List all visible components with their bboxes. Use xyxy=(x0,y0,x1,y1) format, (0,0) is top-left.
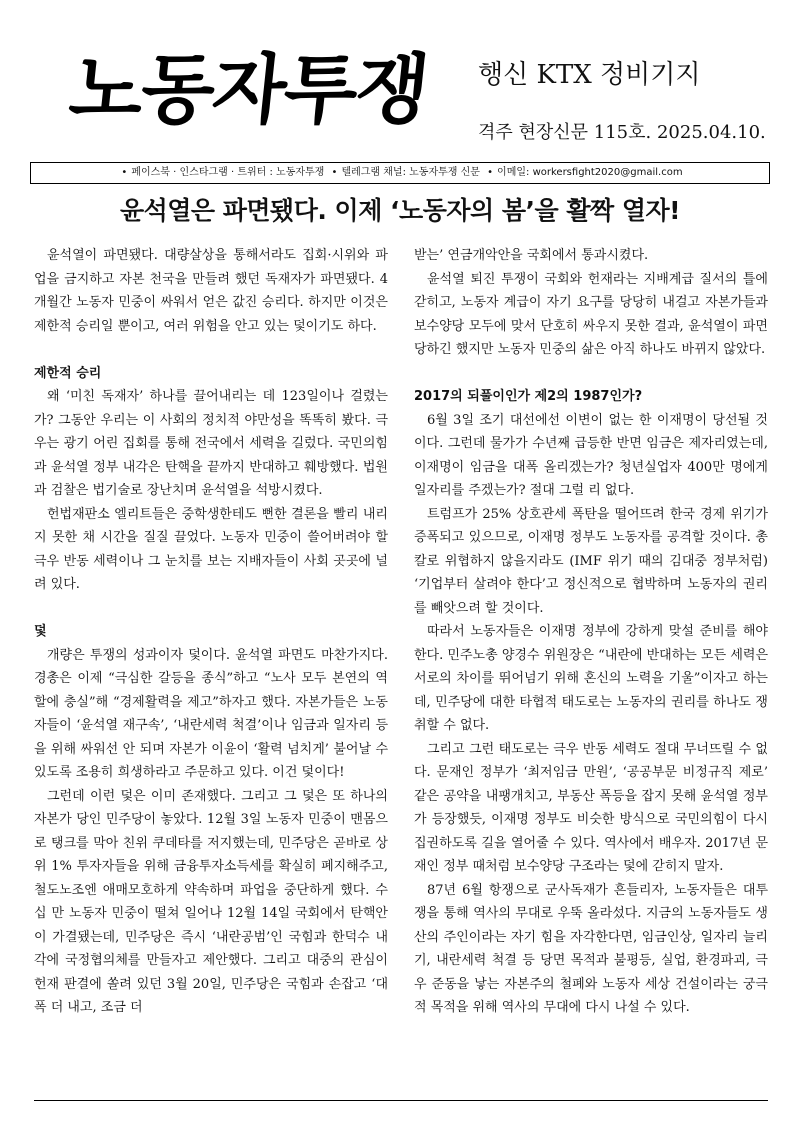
right-column xyxy=(414,244,768,1020)
issue-meta: 격주 현장신문 115호. 2025.04.10. xyxy=(478,122,766,143)
newspaper-logo: 노동자투쟁 xyxy=(65,45,432,134)
paragraph: 윤석열이 파면됐다. 대량살상을 통해서라도 집회·시위와 파업을 금지하고 자본 천국을 만들려 했던 독재자가 파면됐다. 4개월간 노동자 민중이 싸워서 얻은 값진 승리다. 하지만 이것은 제한적 승리일 뿐이고, 여러 위험을 안고 있는 덫이기도 하다. xyxy=(34,248,388,334)
bottom-rule xyxy=(34,1100,768,1101)
section-heading: 제한적 승리 xyxy=(34,365,102,381)
social-links: 페이스북 · 인스타그램 · 트위터 : 노동자투쟁 xyxy=(131,167,325,178)
paragraph: 6월 3일 조기 대선에선 이변이 없는 한 이재명이 당선될 것이다. 그런데 물가가 수년째 급등한 반면 임금은 제자리였는데, 이재명이 임금을 대폭 올리겠는가? 청년실업자 400만 명에게 일자리를 주겠는가? 절대 그럴 리 없다. xyxy=(414,412,768,498)
paragraph: 그리고 그런 태도로는 극우 반동 세력도 절대 무너뜨릴 수 없다. 문재인 정부가 ‘최저임금 만원’, ‘공공부문 비정규직 제로’ 같은 공약을 내팽개치고, 부동산 폭등을 잡지 못해 윤석열 정부가 등장했듯, 이재명 정부도 비슷한 방식으로 국민의힘이 다시 집권하도록 길을 열어줄 수 있다. 역사에서 배우자. 2017년 문재인 정부 때처럼 보수양당 구조라는 덫에 갇히지 말자. xyxy=(414,741,768,874)
paragraph: 87년 6월 항쟁으로 군사독재가 흔들리자, 노동자들은 대투쟁을 통해 역사의 무대로 우뚝 올라섰다. 지금의 노동자들도 생산의 주인이라는 자기 힘을 자각한다면, 임금인상, 일자리 늘리기, 내란세력 척결 등 당면 목적과 불평등, 실업, 환경파괴, 극우 준동을 낳는 자본주의 철폐와 노동자 세상 건설이라는 궁극적 목적을 위해 역사의 무대에 다시 나설 수 있다. xyxy=(414,882,768,1015)
telegram-channel: 텔레그램 채널: 노동자투쟁 신문 xyxy=(341,167,480,178)
paragraph: 헌법재판소 엘리트들은 중학생한테도 뻔한 결론을 빨리 내리지 못한 채 시간을 질질 끌었다. 노동자 민중이 쓸어버려야 할 극우 반동 세력이나 그 눈치를 보는 지배자들이 사회 곳곳에 널려 있다. xyxy=(34,506,388,592)
paragraph: 트럼프가 25% 상호관세 폭탄을 떨어뜨려 한국 경제 위기가 증폭되고 있으므로, 이재명 정부도 노동자를 공격할 것이다. 총칼로 위협하지 않을지라도 (IMF 위기 때의 김대중 정부처럼) ‘기업부터 살려야 한다’고 정신적으로 협박하며 노동자의 권리를 빼앗으려 할 것이다. xyxy=(414,506,768,616)
masthead xyxy=(30,40,770,160)
paragraph: 그런데 이런 덫은 이미 존재했다. 그리고 그 덫은 또 하나의 자본가 당인 민주당이 놓았다. 12월 3일 노동자 민중이 맨몸으로 탱크를 막아 친위 쿠데타를 저지했는데, 민주당은 곧바로 상위 1% 투자자들을 위해 금융투자소득세를 확실히 폐지해주고, 철도노조엔 애매모호하게 약속하며 파업을 중단하게 했다. 수십 만 노동자 민중이 떨쳐 일어나 12월 14일 국회에서 탄핵안이 가결됐는데, 민주당은 즉시 ‘내란공범’인 국힘과 한덕수 내각에 국정협의체를 만들자고 제안했다. 그리고 대중의 관심이 헌재 판결에 쏠려 있던 3월 20일, 민주당은 국힘과 손잡고 ‘대폭 더 내고, 조금 더 xyxy=(34,788,388,1015)
paragraph: 윤석열 퇴진 투쟁이 국회와 헌재라는 지배계급 질서의 틀에 갇히고, 노동자 계급이 자기 요구를 당당히 내걸고 자본가들과 보수양당 모두에 맞서 단호히 싸우지 못한 결과, 윤석열이 파면당하긴 했지만 노동자 민중의 삶은 아직 하나도 바뀌지 않았다. xyxy=(414,271,768,357)
bullet-icon: • xyxy=(331,167,338,178)
paragraph: 왜 ‘미친 독재자’ 하나를 끌어내리는 데 123일이나 걸렸는가? 그동안 우리는 이 사회의 정치적 야만성을 똑똑히 봤다. 극우는 광기 어린 집회를 통해 전국에서 세력을 길렀다. 국민의힘과 윤석열 정부 내각은 탄핵을 끝까지 반대하고 훼방했다. 법원과 검찰은 법기술로 장난치며 윤석열을 석방시켰다. xyxy=(34,389,388,498)
paragraph: 개량은 투쟁의 성과이자 덫이다. 윤석열 파면도 마찬가지다. 경총은 이제 “극심한 갈등을 종식”하고 “노사 모두 본연의 역할에 충실”해 “경제활력을 제고”하자고 했다. 자본가들은 노동자들이 ‘윤석열 재구속’, ‘내란세력 척결’이나 임금과 일자리 등을 위해 싸워선 안 되며 자본가 이윤이 ‘활력 넘치게’ 불어날 수 있도록 조용히 희생하라고 주문하고 있다. 이건 덫이다! xyxy=(34,647,388,780)
bullet-icon: • xyxy=(121,167,128,178)
left-column xyxy=(34,244,388,1020)
email-address: 이메일: workersfight2020@gmail.com xyxy=(497,167,683,178)
headline: 윤석열은 파면됐다. 이제 ‘노동자의 봄’을 활짝 열자! xyxy=(119,196,681,225)
edition-title: 행신 KTX 정비기지 xyxy=(478,60,701,90)
paragraph-continued: 받는’ 연금개악안을 국회에서 통과시켰다. xyxy=(414,248,649,263)
contact-bar xyxy=(30,162,770,184)
section-heading: 2017의 되풀이인가 제2의 1987인가? xyxy=(414,389,643,404)
section-heading: 덫 xyxy=(34,624,47,639)
paragraph: 따라서 노동자들은 이재명 정부에 강하게 맞설 준비를 해야 한다. 민주노총 양경수 위원장은 “내란에 반대하는 모든 세력은 서로의 차이를 뛰어넘기 위해 혼신의 노력을 기울”이자고 하는데, 민주당에 대한 타협적 태도로는 노동자의 권리를 하나도 쟁취할 수 없다. xyxy=(414,624,768,733)
bullet-icon: • xyxy=(487,167,494,178)
